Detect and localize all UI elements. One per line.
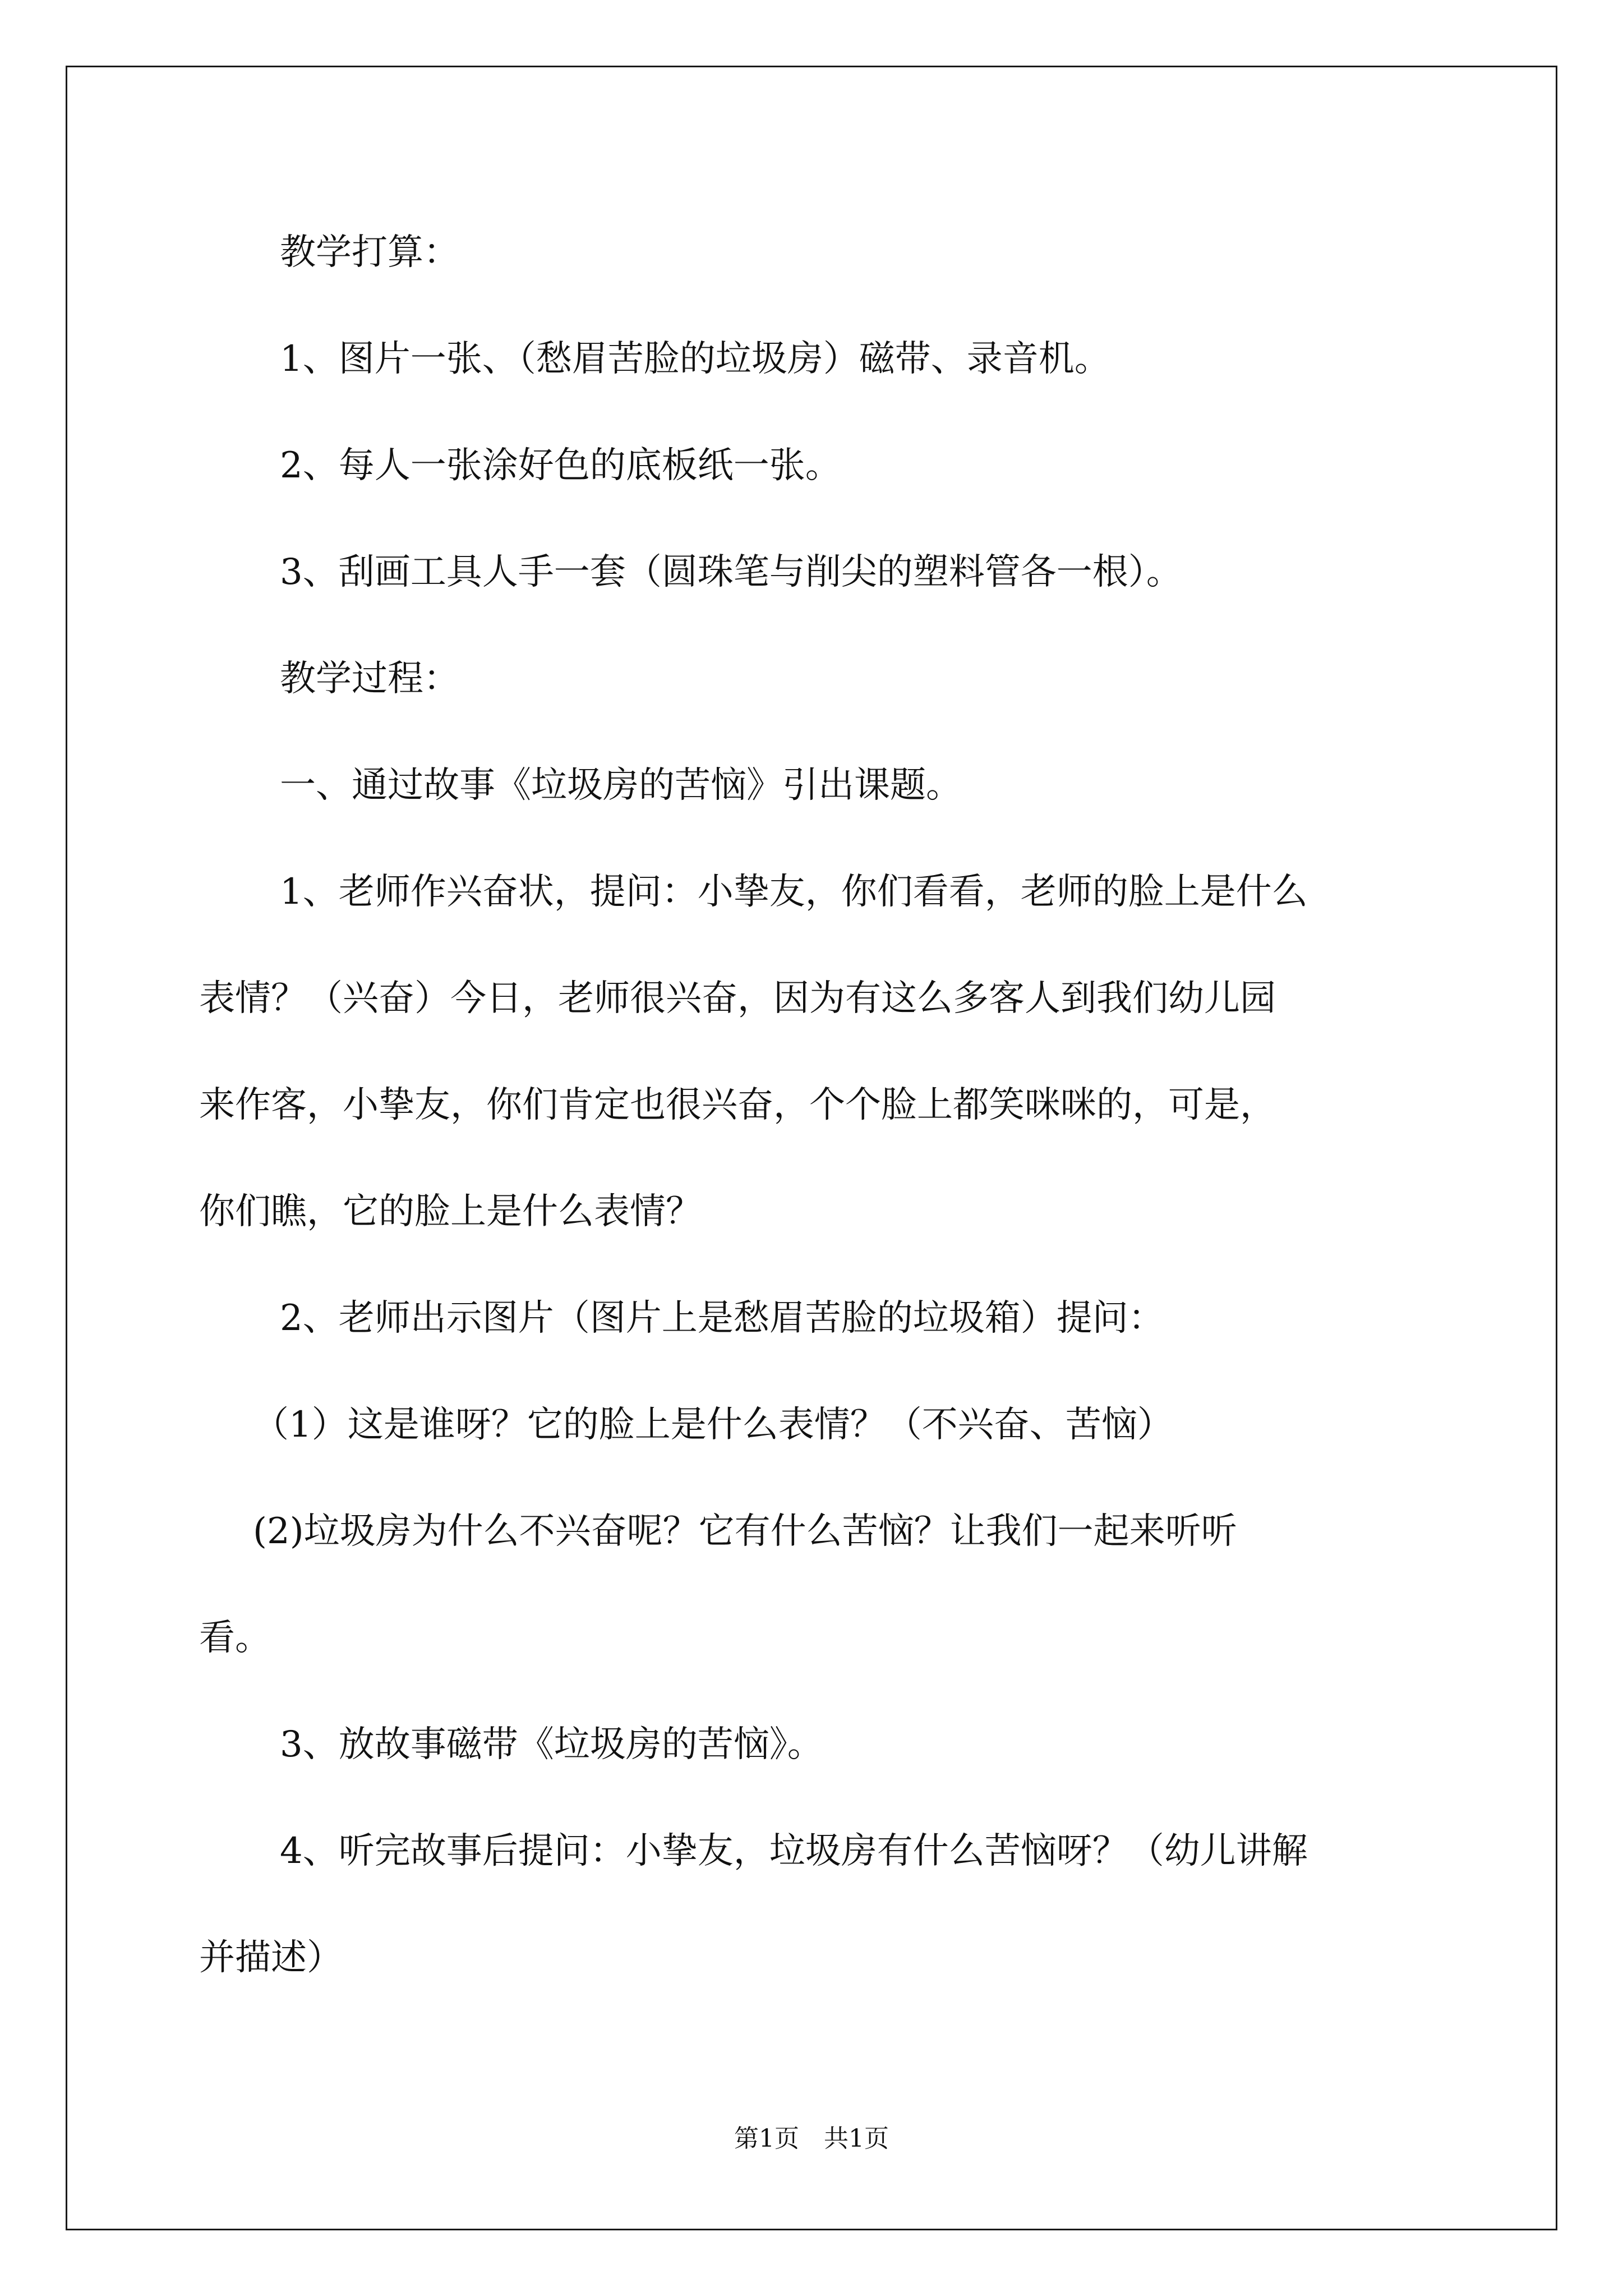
sub-question: （1）这是谁呀？它的脸上是什么表情？（不兴奋、苦恼） bbox=[253, 1404, 1173, 1446]
paragraph: 2、每人一张涂好色的底板纸一张。 bbox=[280, 445, 841, 486]
paragraph-continuation: 表情？（兴奋）今日，老师很兴奋，因为有这么多客人到我们幼儿园 bbox=[199, 978, 1276, 1019]
paragraph: 1、图片一张、（愁眉苦脸的垃圾房）磁带、录音机。 bbox=[280, 338, 1110, 380]
paragraph: 3、放故事磁带《垃圾房的苦恼》。 bbox=[280, 1724, 823, 1765]
paragraph: 一、通过故事《垃圾房的苦恼》引出课题。 bbox=[280, 765, 962, 806]
section-heading-preparation: 教学打算： bbox=[280, 232, 459, 273]
section-heading-process: 教学过程： bbox=[280, 658, 459, 700]
paragraph: 4、听完故事后提问：小挚友，垃圾房有什么苦恼呀？（幼儿讲解 bbox=[280, 1830, 1308, 1872]
paragraph-continuation: 并描述） bbox=[199, 1937, 343, 1978]
page-number-footer: 第1页 共1页 bbox=[734, 2124, 889, 2153]
paragraph: 3、刮画工具人手一套（圆珠笔与削尖的塑料管各一根）。 bbox=[280, 551, 1182, 593]
paragraph: 1、老师作兴奋状，提问：小挚友，你们看看，老师的脸上是什么 bbox=[280, 871, 1308, 913]
paragraph-continuation: 你们瞧，它的脸上是什么表情？ bbox=[199, 1191, 702, 1232]
page-border bbox=[66, 66, 1557, 2230]
paragraph: 2、老师出示图片（图片上是愁眉苦脸的垃圾箱）提问： bbox=[280, 1297, 1164, 1339]
paragraph-continuation: 来作客，小挚友，你们肯定也很兴奋，个个脸上都笑咪咪的，可是， bbox=[199, 1084, 1276, 1126]
sub-question: (2)垃圾房为什么不兴奋呢？它有什么苦恼？让我们一起来听听 bbox=[253, 1511, 1237, 1552]
paragraph-continuation: 看。 bbox=[199, 1617, 271, 1659]
